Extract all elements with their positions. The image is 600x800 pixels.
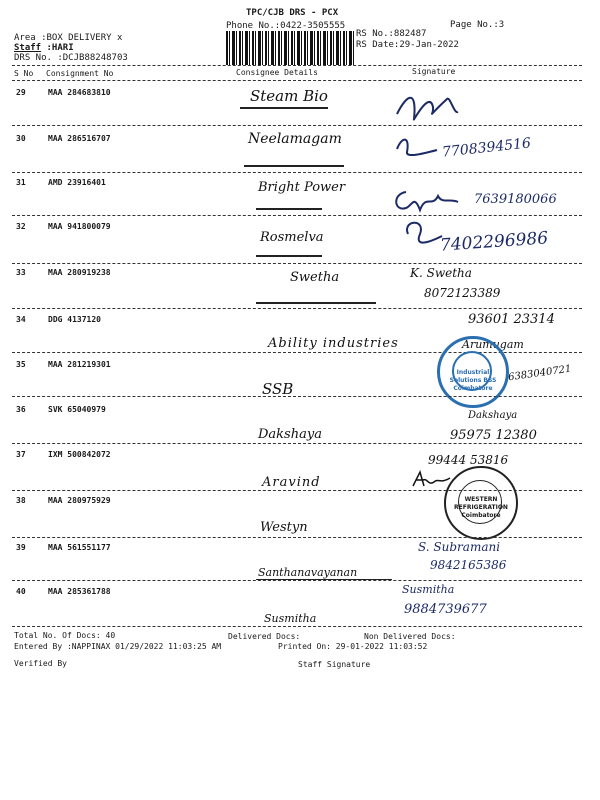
- row-sno: 38: [16, 496, 26, 505]
- row-signature: Dakshaya: [468, 410, 518, 421]
- row-consignee: Dakshaya: [258, 427, 322, 442]
- page-number: Page No.:3: [450, 20, 505, 30]
- col-signature: Signature: [412, 67, 456, 76]
- row-consignment: SVK 65040979: [48, 405, 106, 414]
- row-phone: 7708394516: [441, 135, 532, 161]
- entered-by: Entered By :NAPPINAX 01/29/2022 11:03:25 AM: [14, 642, 222, 651]
- signature-scribble: [392, 184, 464, 216]
- row-sno: 33: [16, 268, 26, 277]
- row-signature: S. Subramani: [418, 540, 501, 554]
- rs-number: RS No.:882487: [356, 29, 427, 39]
- rs-date: RS Date:29-Jan-2022: [356, 40, 459, 50]
- row-consignee: Santhanavayanan: [258, 566, 358, 579]
- row-sno: 30: [16, 134, 26, 143]
- scribble-line: [256, 208, 322, 210]
- row-consignee: Aravind: [262, 475, 321, 490]
- row-consignee: Neelamagam: [248, 131, 342, 147]
- row-consignee: Steam Bio: [250, 87, 328, 105]
- row-phone: 99444 53816: [428, 453, 509, 467]
- row-consignment: MAA 280975929: [48, 496, 111, 505]
- col-consignee: Consignee Details: [236, 68, 318, 77]
- scribble-line: [256, 255, 322, 257]
- stamp-text: WESTERN REFRIGERATION Coimbatore: [454, 496, 508, 519]
- barcode: [226, 31, 354, 65]
- col-consignment: Consignment No: [46, 69, 114, 78]
- row-phone: 9884739677: [404, 602, 487, 617]
- stamp-text: Industrial Solutions BSS Coimbatore: [449, 369, 497, 392]
- scribble-line: [256, 302, 376, 304]
- staff-label: Staff: [14, 43, 42, 53]
- row-consignee: Westyn: [260, 520, 308, 535]
- company-stamp: [437, 336, 509, 408]
- row-sno: 32: [16, 222, 26, 231]
- company-stamp: [444, 466, 518, 540]
- staff-row: [14, 43, 74, 53]
- row-sno: 37: [16, 450, 26, 459]
- row-sno: 34: [16, 315, 26, 324]
- delivered-docs: Delivered Docs:: [228, 632, 301, 641]
- row-consignment: MAA 280919238: [48, 268, 111, 277]
- row-sno: 36: [16, 405, 26, 414]
- drs-number: DRS No. :DCJB88248703: [14, 53, 128, 63]
- scribble-line: [240, 107, 328, 109]
- row-phone: 9842165386: [430, 558, 507, 572]
- signature-scribble: [392, 134, 442, 160]
- area: Area :BOX DELIVERY x: [14, 33, 123, 43]
- row-phone: 7402296986: [439, 228, 549, 256]
- row-consignment: MAA 286516707: [48, 134, 111, 143]
- phone-number: Phone No.:0422-3505555: [226, 21, 346, 31]
- row-phone: 95975 12380: [450, 428, 537, 443]
- row-signature: Susmitha: [402, 583, 455, 596]
- total-docs: Total No. Of Docs: 40: [14, 631, 116, 640]
- staff-value: :HARI: [46, 43, 74, 53]
- row-sno: 31: [16, 178, 26, 187]
- row-consignee: Swetha: [290, 270, 340, 285]
- row-consignment: IXM 500842072: [48, 450, 111, 459]
- printed-on: Printed On: 29-01-2022 11:03:52: [278, 642, 428, 651]
- row-phone: 7639180066: [474, 192, 557, 207]
- row-signature: K. Swetha: [410, 266, 472, 280]
- row-phone: 6383040721: [507, 363, 573, 384]
- non-delivered-docs: Non Delivered Docs:: [364, 632, 456, 641]
- row-sno: 39: [16, 543, 26, 552]
- row-consignee: Bright Power: [258, 180, 346, 195]
- scribble-line: [244, 165, 344, 167]
- staff-signature: Staff Signature: [298, 660, 371, 669]
- row-signature: Arumugam: [462, 338, 524, 351]
- col-sno: S No: [14, 69, 34, 78]
- row-consignment: AMD 23916401: [48, 178, 106, 187]
- signature-scribble: [392, 84, 462, 128]
- row-sno: 35: [16, 360, 26, 369]
- row-consignee: SSB: [262, 380, 294, 398]
- row-consignment: DDG 4137120: [48, 315, 101, 324]
- row-consignment: MAA 284683810: [48, 88, 111, 97]
- row-consignee: Susmitha: [264, 612, 317, 625]
- row-consignment: MAA 561551177: [48, 543, 111, 552]
- verified-by: Verified By: [14, 659, 67, 668]
- row-consignment: MAA 281219301: [48, 360, 111, 369]
- document-title: TPC/CJB DRS - PCX: [246, 8, 339, 18]
- row-sno: 40: [16, 587, 26, 596]
- row-sno: 29: [16, 88, 26, 97]
- row-phone: 93601 23314: [468, 312, 555, 327]
- row-consignee: Ability industries: [268, 336, 399, 351]
- row-consignment: MAA 941800079: [48, 222, 111, 231]
- row-consignment: MAA 285361788: [48, 587, 111, 596]
- row-consignee: Rosmelva: [260, 230, 324, 245]
- row-phone: 8072123389: [424, 286, 501, 300]
